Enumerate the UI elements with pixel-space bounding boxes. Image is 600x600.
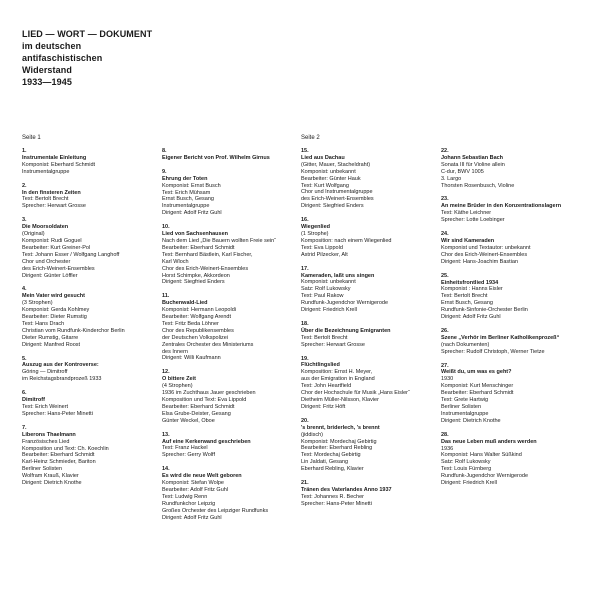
- track-entry: [441, 231, 591, 266]
- header-line: 1933—1945: [22, 77, 72, 87]
- track-credit-line: Rundfunk-Jugendchor Wernigerode: [441, 473, 529, 480]
- track-credit-line: Bearbeiter: Adolf Fritz Guhl: [162, 486, 229, 493]
- track-credit-line: Karl Wloch: [162, 258, 189, 265]
- track-entry: [441, 196, 591, 224]
- header-line: im deutschen: [22, 41, 82, 51]
- track-number: 14.: [162, 466, 170, 473]
- track-title: Wir sind Kameraden: [441, 237, 495, 244]
- track-entry: [301, 217, 441, 258]
- track-credit-line: Dirigent: Manfred Roost: [22, 341, 81, 348]
- track-credit-line: Text: Erich Weinert: [22, 404, 69, 410]
- track-credit-line: Bearbeiter: Dieter Rumstig: [22, 314, 87, 321]
- track-credit-line: Text: Ludwig Renn: [162, 493, 208, 500]
- track-credit-line: 1936 im Zuchthaus Jauer geschrieben: [162, 390, 256, 397]
- track-credit-line: Dirigent: Friedrich Krell: [301, 307, 357, 314]
- track-credit-line: Göring — Dimitroff: [22, 369, 68, 376]
- track-entry: [301, 321, 441, 349]
- track-entry: [301, 266, 441, 314]
- track-credit-line: Chor und Instrumentalgruppe: [301, 189, 373, 196]
- track-credit-line: Komponist: unbekannt: [301, 168, 356, 175]
- track-title: Dimitroff: [22, 397, 45, 404]
- track-credit-line: aus der Emigration in England: [301, 376, 375, 383]
- track-credit-line: Wolfram Krauß, Klavier: [22, 473, 79, 480]
- track-credit-line: des Erich-Weinert-Ensembles: [22, 265, 95, 272]
- track-credit-line: (Original): [22, 231, 45, 238]
- track-number: 26.: [441, 327, 449, 334]
- track-credit-line: C-dur, BWV 1005: [441, 168, 484, 175]
- track-entry: [22, 148, 162, 176]
- track-entry: [301, 480, 441, 508]
- track-credit-line: Dirigent: Adolf Fritz Guhl: [162, 514, 222, 521]
- track-credit-line: Sprecher: Herwart Grosse: [301, 341, 365, 348]
- track-entry: [441, 328, 591, 356]
- track-entry: [22, 217, 162, 279]
- track-credit-line: Chor und Orchester: [22, 258, 71, 265]
- track-credit-line: (3 Strophen): [22, 300, 53, 307]
- side-1-label: Seite 1: [22, 135, 41, 141]
- track-credit-line: Text: Franz Hackel: [162, 445, 208, 452]
- track-credit-line: Text: Johannes R. Becher: [301, 493, 364, 500]
- track-credit-line: Instrumentalgruppe: [22, 168, 70, 175]
- track-title: Ehrung der Toten: [162, 175, 208, 182]
- track-entry: [441, 432, 591, 487]
- track-number: 7.: [22, 424, 27, 431]
- track-credit-line: Komponist: Kurt Menschinger: [441, 383, 514, 390]
- track-title: Flüchtlingslied: [301, 362, 340, 369]
- track-number: 11.: [162, 293, 170, 300]
- track-credit-line: Dieter Rumstig, Gitarre: [22, 334, 79, 341]
- track-title: Lied von Sachsenhausen: [162, 231, 229, 238]
- track-credit-line: Lin Jaldati, Gesang: [301, 459, 349, 466]
- header-line: Widerstand: [22, 65, 72, 75]
- track-number: 16.: [301, 217, 309, 224]
- track-number: 22.: [441, 148, 449, 154]
- track-credit-line: Komponist: Ernst Busch: [162, 182, 221, 189]
- track-credit-line: Satz: Rolf Lukowsky: [301, 286, 351, 293]
- track-number: 5.: [22, 355, 27, 362]
- track-credit-line: Bearbeiter: Eberhard Schmidt: [22, 452, 95, 459]
- track-credit-line: des Innern: [162, 348, 188, 355]
- track-credit-line: Bearbeiter: Kurt Greiner-Pol: [22, 244, 91, 251]
- track-credit-line: Komponist: Hans Walter Süßkind: [441, 452, 522, 459]
- track-credit-line: Text: Bertolt Brecht: [301, 334, 348, 341]
- track-credit-line: Komponist: Hermann Leopoldi: [162, 307, 236, 314]
- track-credit-line: Berliner Solisten: [22, 466, 63, 473]
- track-credit-line: Komponist: Mordechaj Gebirtig: [301, 438, 377, 445]
- track-number: 1.: [22, 148, 27, 154]
- track-credit-line: Bearbeiter: Eberhard Schmidt: [441, 390, 514, 397]
- track-title: Die Moorsoldaten: [22, 224, 69, 231]
- track-credit-line: Christian vom Rundfunk-Kinderchor Berlin: [22, 327, 125, 334]
- track-title: An meine Brüder in den Konzentrationslagern: [441, 203, 562, 210]
- track-credit-line: Dirigent: Dietrich Knothe: [441, 417, 501, 424]
- track-credit-line: Sprecher: Hans-Peter Minetti: [22, 410, 93, 417]
- track-credit-line: Berliner Solisten: [441, 404, 482, 410]
- track-credit-line: Komposition: nach einem Wiegenlied: [301, 237, 392, 244]
- track-title: Tränen des Vaterlandes Anno 1937: [301, 486, 392, 493]
- track-credit-line: Sprecher: Lotte Loebinger: [441, 217, 505, 224]
- track-credit-line: im Reichstagsbrandprozeß 1933: [22, 376, 102, 383]
- track-entry: [301, 418, 441, 473]
- track-credit-line: Sprecher: Rudolf Christoph, Werner Tietze: [441, 348, 545, 355]
- track-entry: [301, 148, 441, 210]
- track-number: 3.: [22, 217, 27, 224]
- track-entry: [162, 432, 302, 460]
- track-credit-line: Dirigent: Siegfried Enders: [162, 279, 225, 286]
- track-title: Wiegenlied: [301, 224, 330, 231]
- track-entry: [162, 466, 302, 521]
- track-entry: [441, 273, 591, 321]
- track-credit-line: Text: Kurt Wolfgang: [301, 182, 349, 189]
- track-entry: [22, 183, 162, 211]
- track-number: 28.: [441, 431, 449, 438]
- track-credit-line: Dirigent: Adolf Fritz Guhl: [441, 314, 501, 321]
- track-credit-line: Dirigent: Günter Löffler: [22, 272, 78, 279]
- track-credit-line: Dirigent: Friedrich Krell: [441, 480, 497, 487]
- track-entry: [22, 425, 162, 487]
- track-title: Buchenwald-Lied: [162, 300, 208, 307]
- track-number: 18.: [301, 320, 309, 327]
- track-credit-line: 1930: [441, 376, 454, 383]
- tracklist-column: [441, 148, 591, 494]
- tracklist-column: [162, 148, 302, 529]
- track-credit-line: des Erich-Weinert-Ensembles: [301, 196, 374, 203]
- track-credit-line: Komponist: Stefan Wolpe: [162, 480, 224, 487]
- track-credit-line: Text: Eva Lippold: [301, 244, 343, 251]
- track-credit-line: Französisches Lied: [22, 438, 70, 445]
- track-credit-line: Komposition und Text: Eva Lippold: [162, 397, 247, 403]
- track-credit-line: Dietheim Müller-Nilsson, Klavier: [301, 397, 379, 403]
- track-credit-line: Chor der Hochschule für Musik „Hans Eisler“: [301, 390, 410, 397]
- track-title: Auf eine Kerkerwand geschrieben: [162, 438, 251, 445]
- track-credit-line: Horst Schimpke, Akkordeon: [162, 272, 230, 279]
- track-credit-line: Text: Käthe Leichner: [441, 210, 492, 217]
- track-number: 6.: [22, 390, 27, 397]
- track-credit-line: Günter Weckel, Oboe: [162, 417, 215, 424]
- track-credit-line: Eberhard Rebling, Klavier: [301, 466, 364, 473]
- track-credit-line: Komponist: Rudi Goguel: [22, 237, 82, 244]
- track-credit-line: Zentrales Orchester des Ministeriums: [162, 341, 254, 348]
- track-title: Eigener Bericht von Prof. Wilhelm Girnus: [162, 154, 270, 161]
- track-credit-line: (jiddisch): [301, 431, 324, 438]
- track-credit-line: Bearbeiter: Eberhard Schmidt: [162, 244, 235, 251]
- track-title: Weißt du, um was es geht?: [441, 369, 512, 376]
- track-entry: [162, 148, 302, 162]
- track-credit-line: Komponist: Eberhard Schmidt: [22, 161, 96, 168]
- track-number: 19.: [301, 355, 309, 362]
- side-2-label: Seite 2: [301, 135, 320, 141]
- track-number: 20.: [301, 417, 309, 424]
- track-credit-line: Nach dem Lied „Die Bauern wollten Freie sein“: [162, 237, 277, 244]
- track-credit-line: Ernst Busch, Gesang: [162, 196, 214, 203]
- track-credit-line: Text: Johann Esser / Wolfgang Langhoff: [22, 251, 120, 258]
- track-credit-line: Text: Bertolt Brecht: [441, 293, 488, 300]
- track-credit-line: Großes Orchester des Leipziger Rundfunks: [162, 507, 269, 514]
- track-number: 9.: [162, 168, 167, 175]
- track-credit-line: Text: Grete Hartwig: [441, 397, 489, 404]
- track-credit-line: Elsa Grube-Deister, Gesang: [162, 410, 231, 417]
- track-credit-line: Text: Louis Fürnberg: [441, 466, 492, 473]
- track-credit-line: (nach Dokumenten): [441, 341, 490, 348]
- track-entry: [162, 224, 302, 286]
- track-entry: [22, 390, 162, 418]
- track-credit-line: Komposition: Ernst H. Meyer,: [301, 369, 373, 376]
- track-title: Einheitsfrontlied 1934: [441, 279, 499, 286]
- track-credit-line: Instrumentalgruppe: [162, 203, 210, 210]
- track-credit-line: Instrumentalgruppe: [441, 410, 489, 417]
- track-credit-line: Chor des Erich-Weinert-Ensembles: [441, 251, 528, 258]
- track-entry: [22, 356, 162, 384]
- track-credit-line: Dirigent: Willi Kaufmann: [162, 355, 221, 362]
- track-credit-line: Text: Bernhard Bästlein, Karl Fischer,: [162, 251, 253, 258]
- track-number: 4.: [22, 286, 27, 293]
- track-credit-line: Text: John Heartfield: [301, 383, 352, 390]
- track-credit-line: Astrid Pilzecker, Alt: [301, 251, 348, 258]
- track-credit-line: Komposition und Text: Ch. Koechlin: [22, 445, 109, 452]
- track-credit-line: 1936: [441, 445, 454, 452]
- track-title: Über die Bezeichnung Emigranten: [301, 327, 391, 334]
- track-number: 12.: [162, 369, 170, 376]
- track-number: 15.: [301, 148, 309, 154]
- track-credit-line: Rundfunk-Sinfonie-Orchester Berlin: [441, 307, 528, 314]
- tracklist-column: [301, 148, 441, 515]
- track-credit-line: Text: Bertolt Brecht: [22, 196, 69, 203]
- track-credit-line: Sprecher: Herwart Grosse: [22, 203, 86, 210]
- track-number: 24.: [441, 231, 449, 238]
- track-number: 23.: [441, 196, 449, 203]
- track-credit-line: Dirigent: Adolf Fritz Guhl: [162, 210, 222, 217]
- track-number: 10.: [162, 224, 170, 231]
- track-credit-line: Bearbeiter: Eberhard Schmidt: [162, 403, 235, 410]
- track-credit-line: Komponist und Textautor: unbekannt: [441, 244, 531, 251]
- track-credit-line: Sprecher: Gerry Wolff: [162, 452, 215, 459]
- track-credit-line: der Deutschen Volkspolizei: [162, 334, 229, 341]
- track-title: Es wird die neue Welt geboren: [162, 473, 242, 480]
- track-title: Lied aus Dachau: [301, 154, 345, 161]
- track-title: Instrumentale Einleitung: [22, 154, 87, 161]
- track-credit-line: Komponist: unbekannt: [301, 279, 356, 286]
- track-credit-line: (4 Strophen): [162, 383, 193, 390]
- track-number: 8.: [162, 148, 167, 154]
- track-credit-line: Sprecher: Hans-Peter Minetti: [301, 500, 372, 507]
- track-credit-line: Bearbeiter: Eberhard Rebling: [301, 445, 373, 452]
- track-credit-line: Karl-Heinz Schmieder, Bariton: [22, 459, 96, 466]
- track-credit-line: Dirigent: Dietrich Knothe: [22, 480, 82, 487]
- track-entry: [301, 356, 441, 411]
- track-title: In den finsteren Zeiten: [22, 189, 81, 196]
- track-credit-line: Text: Fritz Beda Löhner: [162, 320, 219, 327]
- track-credit-line: Chor des Republikensembles: [162, 327, 234, 334]
- header-line: LIED — WORT — DOKUMENT: [22, 29, 153, 39]
- track-credit-line: Sonata III für Violine allein: [441, 161, 505, 168]
- track-entry: [162, 169, 302, 217]
- track-number: 27.: [441, 362, 449, 369]
- track-entry: [162, 369, 302, 424]
- track-number: 13.: [162, 431, 170, 438]
- track-entry: [441, 148, 591, 189]
- track-credit-line: Bearbeiter: Günter Hauk: [301, 175, 361, 182]
- track-credit-line: Dirigent: Fritz Höft: [301, 403, 346, 410]
- tracklist-column: [22, 148, 162, 494]
- track-credit-line: Dirigent: Hans-Joachim Bastian: [441, 258, 519, 265]
- track-number: 2.: [22, 182, 27, 189]
- track-number: 25.: [441, 272, 449, 279]
- track-title: Johann Sebastian Bach: [441, 154, 504, 161]
- track-credit-line: Thorsten Rosenbusch, Violine: [441, 182, 515, 189]
- track-title: Liberons Thaelmann: [22, 431, 76, 438]
- track-title: Auszug aus der Kontroverse:: [22, 362, 99, 369]
- track-credit-line: Chor des Erich-Weinert-Ensembles: [162, 265, 249, 272]
- track-entry: [22, 286, 162, 348]
- track-credit-line: Bearbeiter: Wolfgang Arendt: [162, 314, 231, 321]
- track-credit-line: Komponist: Gerda Kohlmey: [22, 307, 90, 314]
- track-credit-line: Komponist : Hanns Eisler: [441, 286, 503, 293]
- track-title: Mein Vater wird gesucht: [22, 293, 85, 300]
- track-title: O bittere Zeit: [162, 376, 196, 383]
- track-title: 's brennt, briderlech, 's brennt: [301, 424, 380, 431]
- track-number: 21.: [301, 480, 309, 487]
- track-credit-line: Rundfunk-Jugendchor Wernigerode: [301, 300, 389, 307]
- track-credit-line: Rundfunkchor Leipzig: [162, 500, 216, 507]
- track-entry: [162, 293, 302, 362]
- track-credit-line: Text: Paul Rakow: [301, 293, 344, 300]
- track-credit-line: Satz: Rolf Lukowsky: [441, 459, 491, 466]
- track-credit-line: 3. Largo: [441, 175, 462, 182]
- track-credit-line: Ernst Busch, Gesang: [441, 300, 493, 307]
- track-credit-line: Text: Mordechaj Gebirtig: [301, 452, 361, 459]
- header-line: antifaschistischen: [22, 53, 103, 63]
- track-title: Szene „Verhör im Berliner Katholikenprozeß“: [441, 334, 560, 341]
- track-entry: [441, 363, 591, 425]
- track-credit-line: Text: Hans Drach: [22, 320, 65, 327]
- track-title: Kameraden, laßt uns singen: [301, 272, 375, 279]
- track-title: Das neue Leben muß anders werden: [441, 438, 537, 445]
- album-header: [22, 28, 152, 88]
- track-credit-line: Dirigent: Siegfried Enders: [301, 203, 364, 210]
- track-credit-line: (1 Strophe): [301, 230, 329, 237]
- track-credit-line: (Gitter, Mauer, Stacheldraht): [301, 161, 371, 168]
- track-number: 17.: [301, 265, 309, 272]
- track-credit-line: Text: Erich Mühsam: [162, 189, 211, 196]
